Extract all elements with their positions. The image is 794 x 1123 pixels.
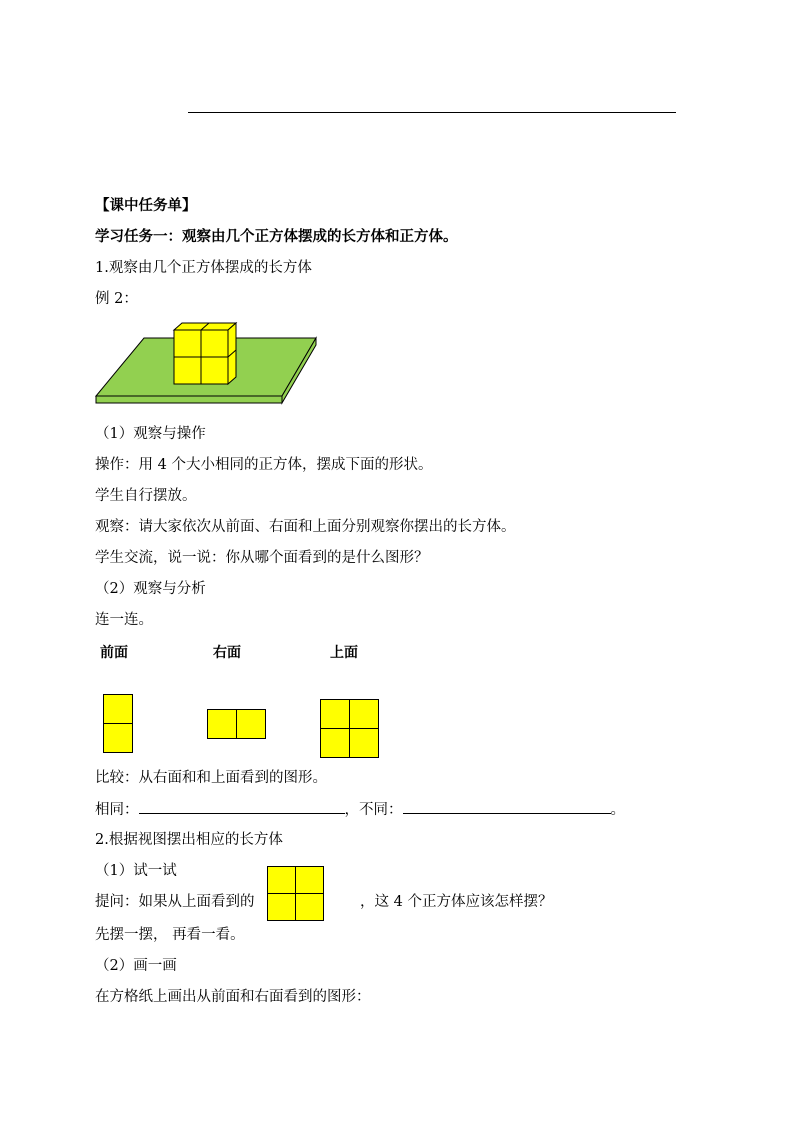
try-heading: （1）试一试 xyxy=(95,863,177,879)
part2-heading: （2）观察与分析 xyxy=(95,581,206,597)
draw-heading: （2）画一画 xyxy=(95,958,177,974)
same-answer-blank[interactable] xyxy=(139,799,345,814)
view-square xyxy=(103,694,133,724)
exchange-text: 学生交流，说一说：你从哪个面看到的是什么图形？ xyxy=(95,550,429,566)
section1-title: 1.观察由几个正方体摆成的长方体 xyxy=(95,260,312,276)
view-square xyxy=(295,893,324,921)
view-square xyxy=(236,709,266,739)
question-prefix: 提问：如果从上面看到的 xyxy=(95,894,255,910)
compare-text: 比较：从右面和和上面看到的图形。 xyxy=(95,770,327,786)
view-label-front: 前面 xyxy=(100,645,128,661)
diff-label: ，不同： xyxy=(344,802,403,818)
operation-text: 操作：用 4 个大小相同的正方体，摆成下面的形状。 xyxy=(95,457,433,473)
connect-text: 连一连。 xyxy=(95,612,153,628)
view-square xyxy=(349,728,379,758)
view-square xyxy=(103,723,133,753)
place-look-text: 先摆一摆， 再看一看。 xyxy=(95,927,245,943)
example-label: 例 2： xyxy=(95,291,138,307)
view-label-top: 上面 xyxy=(330,645,358,661)
cube-stack-illustration xyxy=(92,320,320,408)
part1-heading: （1）观察与操作 xyxy=(95,426,206,442)
question-suffix: ，这 4 个正方体应该怎样摆？ xyxy=(360,894,553,910)
view-square xyxy=(295,866,324,894)
view-square xyxy=(207,709,237,739)
view-square xyxy=(267,893,296,921)
green-base-front xyxy=(96,396,282,403)
view-label-right: 右面 xyxy=(213,645,241,661)
same-diff-row xyxy=(95,799,625,820)
student-place-text: 学生自行摆放。 xyxy=(95,488,197,504)
period: 。 xyxy=(610,802,625,818)
view-square xyxy=(320,728,350,758)
observe-text: 观察：请大家依次从前面、右面和上面分别观察你摆出的长方体。 xyxy=(95,519,516,535)
view-square xyxy=(267,866,296,894)
view-square xyxy=(349,699,379,729)
header-rule xyxy=(188,112,676,113)
section2-title: 2.根据视图摆出相应的长方体 xyxy=(95,832,283,848)
view-square xyxy=(320,699,350,729)
task1-title: 学习任务一：观察由几个正方体摆成的长方体和正方体。 xyxy=(95,229,458,245)
diff-answer-blank[interactable] xyxy=(403,799,611,814)
task-sheet-heading: 【课中任务单】 xyxy=(95,198,197,214)
same-label: 相同： xyxy=(95,802,139,818)
draw-instruction: 在方格纸上画出从前面和右面看到的图形： xyxy=(95,989,371,1005)
